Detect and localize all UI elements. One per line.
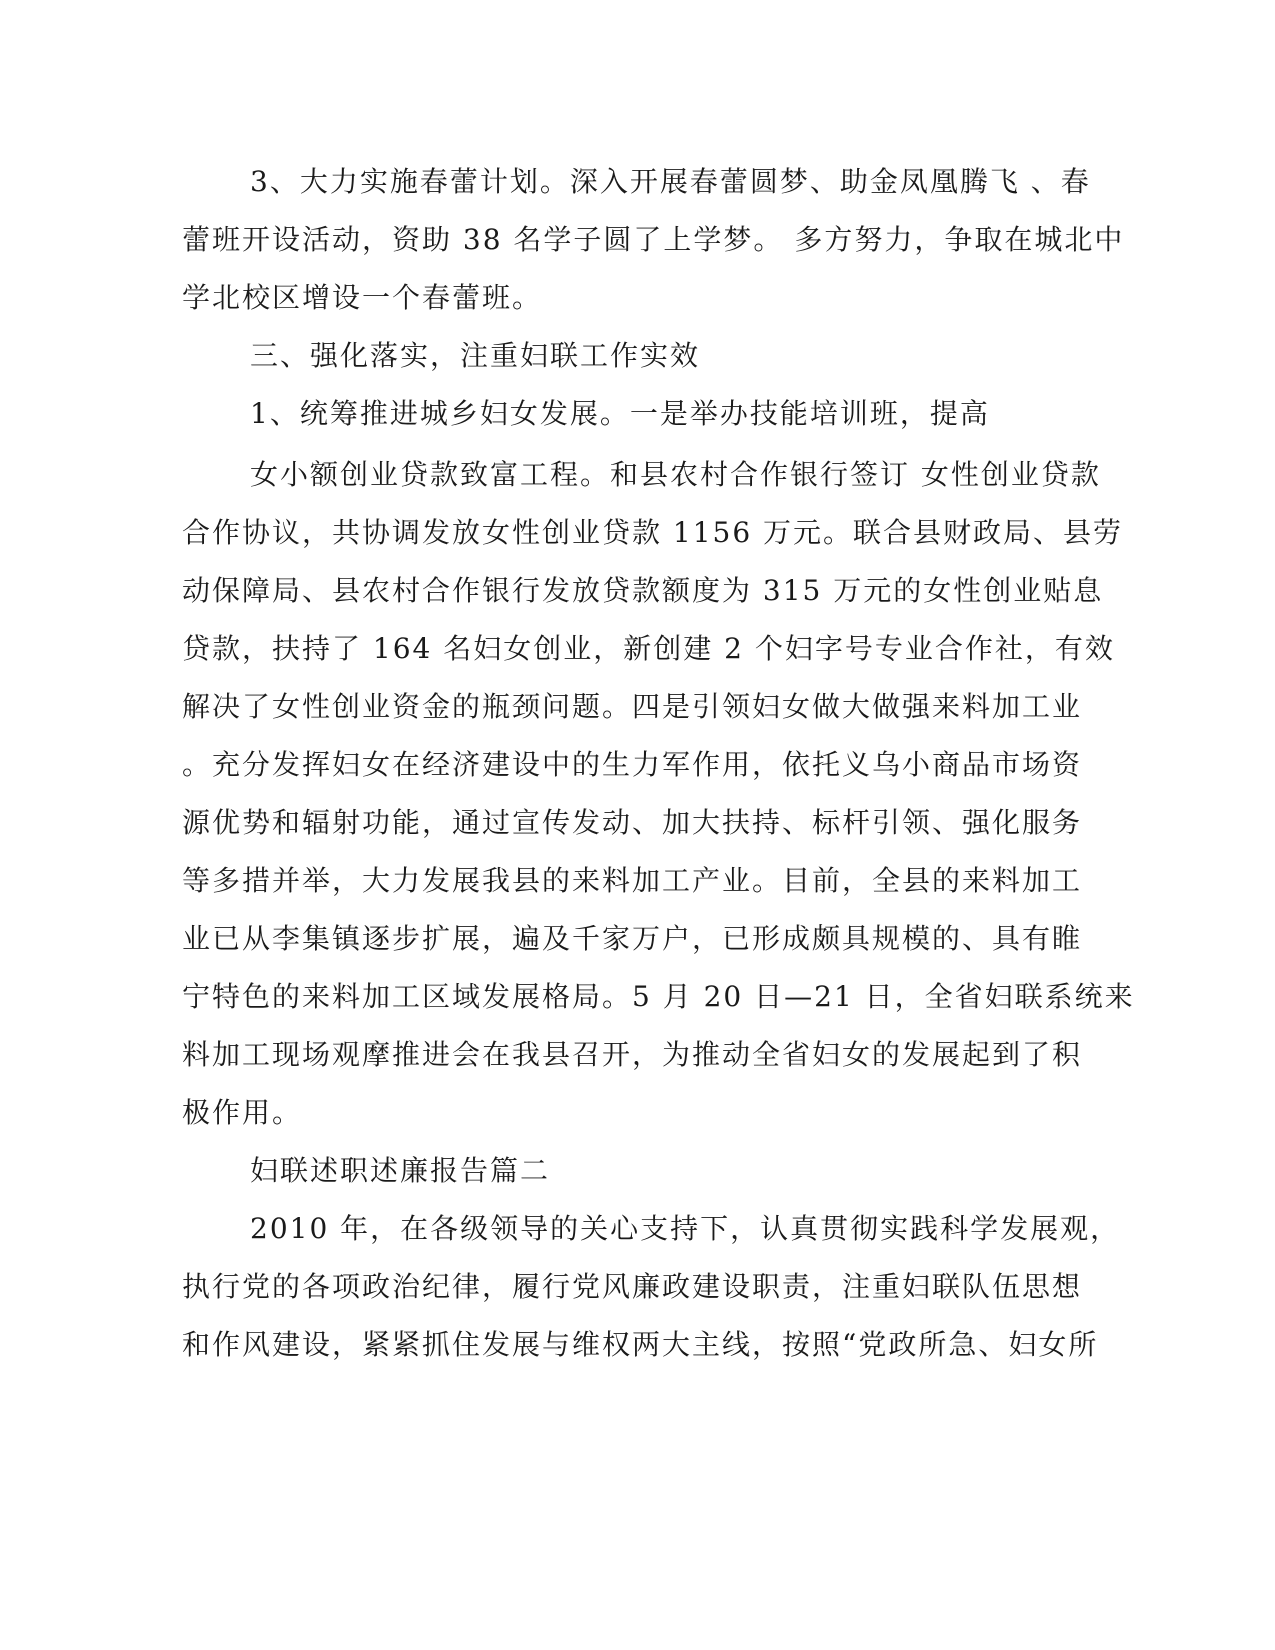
text-line: 业已从李集镇逐步扩展，遍及千家万户，已形成颇具规模的、具有睢 bbox=[182, 922, 1083, 955]
text-line: 蕾班开设活动，资助 38 名学子圆了上学梦。 多方努力，争取在城北中 bbox=[182, 223, 1125, 256]
text-line: 极作用。 bbox=[182, 1096, 303, 1129]
text-line: 源优势和辐射功能，通过宣传发动、加大扶持、标杆引领、强化服务 bbox=[182, 806, 1083, 839]
text-line: 等多措并举，大力发展我县的来料加工产业。目前，全县的来料加工 bbox=[182, 864, 1083, 897]
section-heading: 妇联述职述廉报告篇二 bbox=[250, 1154, 551, 1187]
text-line: 合作协议，共协调发放女性创业贷款 1156 万元。联合县财政局、县劳 bbox=[182, 516, 1124, 549]
text-line: 2010 年，在各级领导的关心支持下，认真贯彻实践科学发展观， bbox=[250, 1212, 1121, 1245]
text-line: 料加工现场观摩推进会在我县召开，为推动全省妇女的发展起到了积 bbox=[182, 1038, 1083, 1071]
text-line: 3、大力实施春蕾计划。深入开展春蕾圆梦、助金凤凰腾飞 、春 bbox=[250, 165, 1091, 198]
text-line: 执行党的各项政治纪律，履行党风廉政建设职责，注重妇联队伍思想 bbox=[182, 1270, 1083, 1303]
text-line: 贷款，扶持了 164 名妇女创业，新创建 2 个妇字号专业合作社，有效 bbox=[182, 632, 1115, 665]
text-line: 。充分发挥妇女在经济建设中的生力军作用，依托义乌小商品市场资 bbox=[182, 748, 1083, 781]
text-line: 和作风建设，紧紧抓住发展与维权两大主线，按照“党政所急、妇女所 bbox=[182, 1328, 1099, 1361]
text-line: 女小额创业贷款致富工程。和县农村合作银行签订 女性创业贷款 bbox=[250, 458, 1101, 491]
text-line: 宁特色的来料加工区域发展格局。5 月 20 日—21 日，全省妇联系统来 bbox=[182, 980, 1135, 1013]
text-line: 动保障局、县农村合作银行发放贷款额度为 315 万元的女性创业贴息 bbox=[182, 574, 1104, 607]
text-line: 解决了女性创业资金的瓶颈问题。四是引领妇女做大做强来料加工业 bbox=[182, 690, 1083, 723]
section-heading: 三、强化落实，注重妇联工作实效 bbox=[250, 339, 701, 372]
text-line: 学北校区增设一个春蕾班。 bbox=[182, 281, 543, 314]
text-line: 1、统筹推进城乡妇女发展。一是举办技能培训班，提高 bbox=[250, 397, 990, 430]
